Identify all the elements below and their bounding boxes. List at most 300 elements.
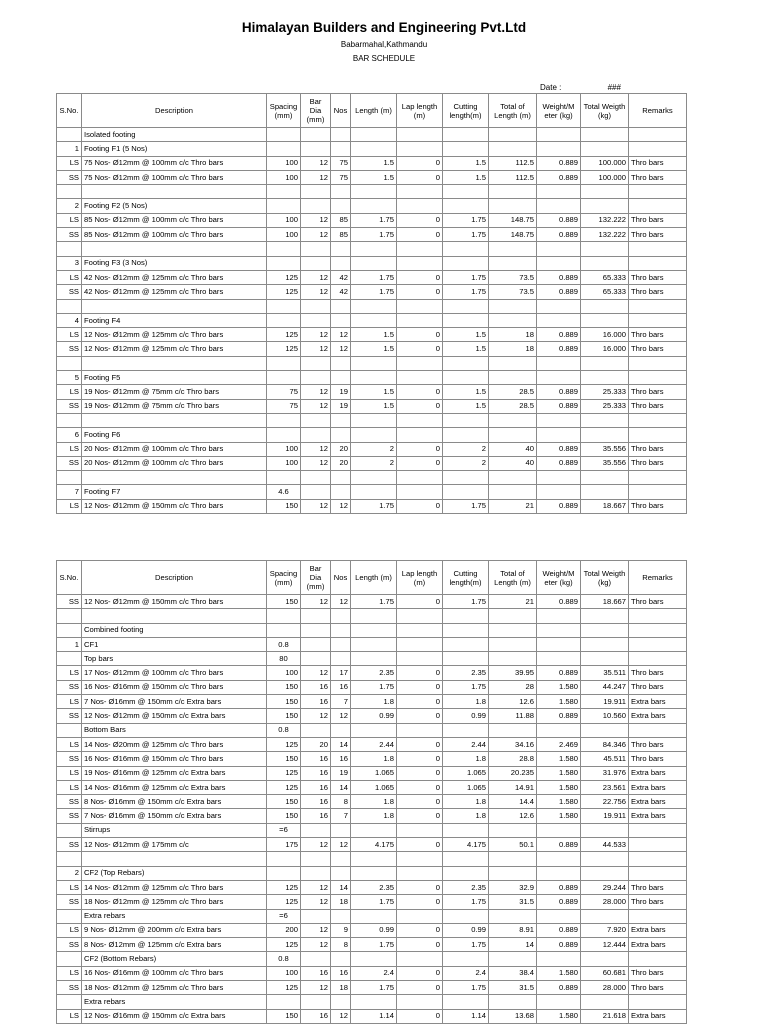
cell-total-length: 40	[489, 456, 537, 470]
cell-bar-dia: 16	[301, 780, 331, 794]
cell-bar-dia	[301, 852, 331, 866]
col-header-total-length: Total of Length (m)	[489, 561, 537, 595]
cell-spacing: =6	[267, 823, 301, 837]
cell-description: 75 Nos- Ø12mm @ 100mm c/c Thro bars	[82, 170, 267, 184]
cell-cutting-length	[443, 909, 489, 923]
cell-cutting-length: 1.75	[443, 270, 489, 284]
cell-weight-per-meter: 0.889	[537, 895, 581, 909]
cell-description: 12 Nos- Ø12mm @ 125mm c/c Thro bars	[82, 328, 267, 342]
cell-length: 2.35	[351, 666, 397, 680]
cell-total-weight: 132.222	[581, 213, 629, 227]
cell-sno: SS	[57, 456, 82, 470]
cell-nos: 14	[331, 780, 351, 794]
cell-remarks: Thro bars	[629, 981, 687, 995]
cell-total-length: 31.5	[489, 895, 537, 909]
cell-total-length	[489, 637, 537, 651]
section-row	[57, 128, 687, 142]
cell-total-weight	[581, 637, 629, 651]
cell-total-weight	[581, 313, 629, 327]
table-row	[57, 752, 687, 766]
cell-sno	[57, 823, 82, 837]
cell-weight-per-meter: 1.580	[537, 766, 581, 780]
cell-nos: 19	[331, 399, 351, 413]
cell-length	[351, 356, 397, 370]
cell-total-length	[489, 142, 537, 156]
cell-cutting-length: 1.75	[443, 981, 489, 995]
cell-lap-length	[397, 242, 443, 256]
cell-description: 85 Nos- Ø12mm @ 100mm c/c Thro bars	[82, 213, 267, 227]
cell-weight-per-meter: 0.889	[537, 385, 581, 399]
group-header-row	[57, 313, 687, 327]
cell-nos	[331, 485, 351, 499]
cell-cutting-length: 0.99	[443, 923, 489, 937]
cell-bar-dia	[301, 142, 331, 156]
cell-description	[82, 413, 267, 427]
cell-bar-dia: 12	[301, 895, 331, 909]
cell-bar-dia	[301, 623, 331, 637]
cell-total-length	[489, 313, 537, 327]
cell-weight-per-meter: 0.889	[537, 399, 581, 413]
cell-nos	[331, 866, 351, 880]
cell-total-weight	[581, 852, 629, 866]
cell-spacing: 100	[267, 456, 301, 470]
cell-sno: 5	[57, 371, 82, 385]
cell-lap-length: 0	[397, 285, 443, 299]
col-header-remarks: Remarks	[629, 561, 687, 595]
cell-spacing: 0.8	[267, 952, 301, 966]
group-header-row	[57, 428, 687, 442]
cell-total-length	[489, 256, 537, 270]
table-row	[57, 895, 687, 909]
table-row	[57, 880, 687, 894]
cell-spacing: 125	[267, 981, 301, 995]
cell-description: Stirrups	[82, 823, 267, 837]
cell-spacing	[267, 995, 301, 1009]
cell-remarks	[629, 199, 687, 213]
cell-description: CF2 (Bottom Rebars)	[82, 952, 267, 966]
cell-remarks: Thro bars	[629, 442, 687, 456]
group-header-row	[57, 199, 687, 213]
cell-total-length	[489, 185, 537, 199]
cell-total-length: 50.1	[489, 838, 537, 852]
cell-total-weight: 35.556	[581, 442, 629, 456]
cell-total-weight: 100.000	[581, 170, 629, 184]
cell-nos	[331, 256, 351, 270]
cell-lap-length: 0	[397, 666, 443, 680]
cell-remarks	[629, 313, 687, 327]
cell-spacing: 150	[267, 499, 301, 513]
cell-spacing: 125	[267, 737, 301, 751]
cell-total-weight	[581, 823, 629, 837]
cell-total-weight: 10.560	[581, 709, 629, 723]
cell-cutting-length	[443, 413, 489, 427]
cell-sno	[57, 909, 82, 923]
cell-description: Footing F5	[82, 371, 267, 385]
cell-lap-length: 0	[397, 938, 443, 952]
bar-schedule-table-1	[56, 93, 687, 514]
cell-cutting-length: 1.5	[443, 156, 489, 170]
group-header-row	[57, 995, 687, 1009]
table-row	[57, 399, 687, 413]
cell-cutting-length: 1.5	[443, 328, 489, 342]
cell-bar-dia	[301, 995, 331, 1009]
col-header-weight-per-meter: Weight/M eter (kg)	[537, 94, 581, 128]
cell-spacing: 125	[267, 328, 301, 342]
cell-spacing: 125	[267, 780, 301, 794]
cell-remarks: Thro bars	[629, 880, 687, 894]
cell-cutting-length: 1.14	[443, 1009, 489, 1023]
cell-sno: 7	[57, 485, 82, 499]
company-address: Babarmahal,Kathmandu	[340, 40, 428, 49]
cell-lap-length: 0	[397, 737, 443, 751]
cell-sno: 3	[57, 256, 82, 270]
cell-description	[82, 299, 267, 313]
cell-length	[351, 299, 397, 313]
cell-length: 0.99	[351, 923, 397, 937]
cell-spacing: 175	[267, 838, 301, 852]
cell-bar-dia: 12	[301, 170, 331, 184]
cell-cutting-length: 1.75	[443, 285, 489, 299]
cell-sno: LS	[57, 442, 82, 456]
cell-weight-per-meter: 0.889	[537, 499, 581, 513]
cell-sno: LS	[57, 780, 82, 794]
cell-weight-per-meter: 0.889	[537, 270, 581, 284]
cell-description	[82, 471, 267, 485]
cell-bar-dia: 16	[301, 966, 331, 980]
cell-length	[351, 623, 397, 637]
blank-row	[57, 242, 687, 256]
cell-weight-per-meter: 1.580	[537, 809, 581, 823]
blank-row	[57, 185, 687, 199]
cell-description: Footing F3 (3 Nos)	[82, 256, 267, 270]
cell-total-length	[489, 371, 537, 385]
cell-weight-per-meter	[537, 652, 581, 666]
cell-spacing: 125	[267, 766, 301, 780]
cell-total-length	[489, 428, 537, 442]
cell-total-weight: 19.911	[581, 695, 629, 709]
cell-length: 1.8	[351, 809, 397, 823]
cell-bar-dia	[301, 313, 331, 327]
cell-total-weight: 35.511	[581, 666, 629, 680]
cell-total-length: 12.6	[489, 695, 537, 709]
cell-spacing: =6	[267, 909, 301, 923]
cell-bar-dia	[301, 485, 331, 499]
cell-cutting-length: 1.5	[443, 342, 489, 356]
cell-nos	[331, 823, 351, 837]
cell-total-length	[489, 199, 537, 213]
cell-bar-dia: 12	[301, 156, 331, 170]
cell-nos: 20	[331, 442, 351, 456]
cell-weight-per-meter: 1.580	[537, 680, 581, 694]
cell-total-weight: 60.681	[581, 966, 629, 980]
cell-bar-dia: 16	[301, 680, 331, 694]
table-row	[57, 285, 687, 299]
cell-total-weight	[581, 371, 629, 385]
cell-spacing	[267, 866, 301, 880]
cell-spacing: 100	[267, 666, 301, 680]
cell-bar-dia	[301, 909, 331, 923]
cell-remarks	[629, 471, 687, 485]
cell-spacing: 100	[267, 156, 301, 170]
cell-remarks: Thro bars	[629, 385, 687, 399]
cell-sno: 1	[57, 637, 82, 651]
cell-lap-length: 0	[397, 228, 443, 242]
cell-total-weight: 100.000	[581, 156, 629, 170]
blank-row	[57, 299, 687, 313]
cell-bar-dia	[301, 952, 331, 966]
cell-sno: LS	[57, 156, 82, 170]
cell-nos	[331, 995, 351, 1009]
cell-lap-length: 0	[397, 1009, 443, 1023]
cell-description: 19 Nos- Ø16mm @ 125mm c/c Extra bars	[82, 766, 267, 780]
cell-sno	[57, 356, 82, 370]
cell-description: Footing F4	[82, 313, 267, 327]
cell-bar-dia: 12	[301, 270, 331, 284]
cell-sno: LS	[57, 966, 82, 980]
table-row	[57, 1009, 687, 1023]
cell-sno: SS	[57, 399, 82, 413]
cell-total-weight	[581, 909, 629, 923]
cell-total-length: 11.88	[489, 709, 537, 723]
cell-length	[351, 909, 397, 923]
cell-nos	[331, 623, 351, 637]
cell-spacing: 125	[267, 938, 301, 952]
cell-total-length: 14	[489, 938, 537, 952]
col-header-sno: S.No.	[57, 94, 82, 128]
cell-description: Footing F6	[82, 428, 267, 442]
col-header-total-weight: Total Weigth (kg)	[581, 94, 629, 128]
cell-lap-length: 0	[397, 752, 443, 766]
cell-weight-per-meter	[537, 485, 581, 499]
cell-total-weight	[581, 471, 629, 485]
cell-remarks: Thro bars	[629, 666, 687, 680]
cell-cutting-length	[443, 356, 489, 370]
cell-description: Footing F1 (5 Nos)	[82, 142, 267, 156]
cell-weight-per-meter	[537, 185, 581, 199]
cell-remarks: Thro bars	[629, 228, 687, 242]
cell-description: 16 Nos- Ø16mm @ 150mm c/c Thro bars	[82, 752, 267, 766]
cell-total-weight	[581, 299, 629, 313]
cell-lap-length	[397, 995, 443, 1009]
cell-cutting-length	[443, 199, 489, 213]
cell-sno: LS	[57, 737, 82, 751]
cell-total-length: 12.6	[489, 809, 537, 823]
cell-sno: LS	[57, 213, 82, 227]
cell-description: 8 Nos- Ø16mm @ 150mm c/c Extra bars	[82, 795, 267, 809]
cell-lap-length	[397, 485, 443, 499]
col-header-weight-per-meter: Weight/M eter (kg)	[537, 561, 581, 595]
table-row	[57, 156, 687, 170]
cell-description: 20 Nos- Ø12mm @ 100mm c/c Thro bars	[82, 442, 267, 456]
cell-cutting-length: 2	[443, 442, 489, 456]
cell-description: Top bars	[82, 652, 267, 666]
cell-length: 2.44	[351, 737, 397, 751]
cell-weight-per-meter	[537, 242, 581, 256]
cell-length: 1.75	[351, 981, 397, 995]
cell-weight-per-meter	[537, 952, 581, 966]
cell-description: Extra rebars	[82, 995, 267, 1009]
cell-total-length: 32.9	[489, 880, 537, 894]
cell-cutting-length: 1.065	[443, 780, 489, 794]
cell-bar-dia	[301, 356, 331, 370]
cell-lap-length: 0	[397, 385, 443, 399]
cell-bar-dia	[301, 199, 331, 213]
cell-remarks	[629, 838, 687, 852]
cell-total-length	[489, 909, 537, 923]
cell-remarks	[629, 637, 687, 651]
cell-sno: LS	[57, 880, 82, 894]
cell-total-weight	[581, 623, 629, 637]
cell-remarks: Thro bars	[629, 213, 687, 227]
cell-total-weight	[581, 952, 629, 966]
cell-bar-dia: 12	[301, 709, 331, 723]
cell-remarks: Thro bars	[629, 399, 687, 413]
cell-description	[82, 356, 267, 370]
cell-sno: SS	[57, 752, 82, 766]
table-row	[57, 680, 687, 694]
cell-weight-per-meter	[537, 199, 581, 213]
table-row	[57, 666, 687, 680]
cell-lap-length: 0	[397, 499, 443, 513]
cell-nos: 7	[331, 809, 351, 823]
cell-spacing: 100	[267, 966, 301, 980]
cell-sno: SS	[57, 709, 82, 723]
cell-length	[351, 256, 397, 270]
cell-sno	[57, 413, 82, 427]
cell-weight-per-meter: 0.889	[537, 880, 581, 894]
cell-lap-length	[397, 256, 443, 270]
cell-lap-length: 0	[397, 156, 443, 170]
cell-spacing	[267, 609, 301, 623]
date-label: Date :	[540, 83, 562, 92]
cell-remarks: Extra bars	[629, 795, 687, 809]
cell-length: 1.75	[351, 680, 397, 694]
cell-remarks	[629, 142, 687, 156]
cell-nos: 19	[331, 385, 351, 399]
cell-weight-per-meter: 0.889	[537, 709, 581, 723]
cell-total-weight: 23.561	[581, 780, 629, 794]
cell-cutting-length	[443, 428, 489, 442]
cell-lap-length	[397, 313, 443, 327]
cell-remarks	[629, 652, 687, 666]
cell-lap-length	[397, 909, 443, 923]
cell-description: Bottom Bars	[82, 723, 267, 737]
cell-nos: 18	[331, 895, 351, 909]
cell-sno: LS	[57, 270, 82, 284]
cell-description: 42 Nos- Ø12mm @ 125mm c/c Thro bars	[82, 270, 267, 284]
group-header-row	[57, 637, 687, 651]
cell-total-length: 38.4	[489, 966, 537, 980]
cell-remarks: Extra bars	[629, 780, 687, 794]
cell-length: 2	[351, 442, 397, 456]
cell-description: 85 Nos- Ø12mm @ 100mm c/c Thro bars	[82, 228, 267, 242]
cell-sno: LS	[57, 385, 82, 399]
cell-remarks: Thro bars	[629, 595, 687, 609]
cell-description: 14 Nos- Ø16mm @ 125mm c/c Extra bars	[82, 780, 267, 794]
cell-bar-dia: 12	[301, 981, 331, 995]
cell-spacing	[267, 623, 301, 637]
cell-cutting-length: 1.5	[443, 399, 489, 413]
cell-length	[351, 471, 397, 485]
cell-weight-per-meter: 0.889	[537, 328, 581, 342]
col-header-nos: Nos	[331, 561, 351, 595]
cell-description: CF2 (Top Rebars)	[82, 866, 267, 880]
cell-cutting-length	[443, 485, 489, 499]
cell-total-length: 112.5	[489, 156, 537, 170]
cell-total-weight: 25.333	[581, 385, 629, 399]
cell-length: 1.14	[351, 1009, 397, 1023]
cell-lap-length	[397, 185, 443, 199]
cell-remarks: Extra bars	[629, 766, 687, 780]
cell-weight-per-meter: 1.580	[537, 1009, 581, 1023]
cell-lap-length: 0	[397, 981, 443, 995]
cell-length: 1.5	[351, 328, 397, 342]
cell-bar-dia: 12	[301, 595, 331, 609]
cell-total-weight	[581, 242, 629, 256]
cell-bar-dia: 12	[301, 228, 331, 242]
cell-sno: SS	[57, 895, 82, 909]
cell-cutting-length: 0.99	[443, 709, 489, 723]
table-row	[57, 170, 687, 184]
cell-spacing: 150	[267, 809, 301, 823]
cell-length: 1.8	[351, 752, 397, 766]
cell-spacing	[267, 852, 301, 866]
cell-sno: LS	[57, 499, 82, 513]
cell-remarks: Thro bars	[629, 270, 687, 284]
cell-description: Footing F7	[82, 485, 267, 499]
cell-weight-per-meter: 0.889	[537, 938, 581, 952]
cell-spacing	[267, 471, 301, 485]
cell-weight-per-meter	[537, 128, 581, 142]
cell-lap-length: 0	[397, 695, 443, 709]
cell-spacing	[267, 185, 301, 199]
cell-bar-dia	[301, 128, 331, 142]
cell-description	[82, 242, 267, 256]
cell-cutting-length: 2.35	[443, 880, 489, 894]
cell-nos	[331, 428, 351, 442]
cell-description: 7 Nos- Ø16mm @ 150mm c/c Extra bars	[82, 695, 267, 709]
cell-weight-per-meter: 0.889	[537, 595, 581, 609]
cell-bar-dia: 12	[301, 923, 331, 937]
cell-total-weight: 16.000	[581, 342, 629, 356]
cell-remarks: Thro bars	[629, 156, 687, 170]
cell-total-length	[489, 652, 537, 666]
table-row	[57, 838, 687, 852]
cell-total-weight: 18.667	[581, 595, 629, 609]
cell-description: 12 Nos- Ø12mm @ 125mm c/c Thro bars	[82, 342, 267, 356]
cell-nos: 12	[331, 342, 351, 356]
cell-bar-dia	[301, 371, 331, 385]
cell-total-length: 112.5	[489, 170, 537, 184]
cell-cutting-length	[443, 623, 489, 637]
table-row	[57, 456, 687, 470]
cell-weight-per-meter: 0.889	[537, 156, 581, 170]
cell-length	[351, 823, 397, 837]
cell-lap-length: 0	[397, 213, 443, 227]
cell-total-weight: 18.667	[581, 499, 629, 513]
cell-cutting-length: 1.75	[443, 595, 489, 609]
group-header-row	[57, 952, 687, 966]
cell-length: 2.35	[351, 880, 397, 894]
cell-total-length: 14.4	[489, 795, 537, 809]
cell-weight-per-meter	[537, 637, 581, 651]
table-row	[57, 213, 687, 227]
cell-remarks: Thro bars	[629, 966, 687, 980]
cell-total-length: 28.5	[489, 385, 537, 399]
cell-sno	[57, 652, 82, 666]
col-header-lap-length: Lap length (m)	[397, 561, 443, 595]
cell-cutting-length	[443, 866, 489, 880]
